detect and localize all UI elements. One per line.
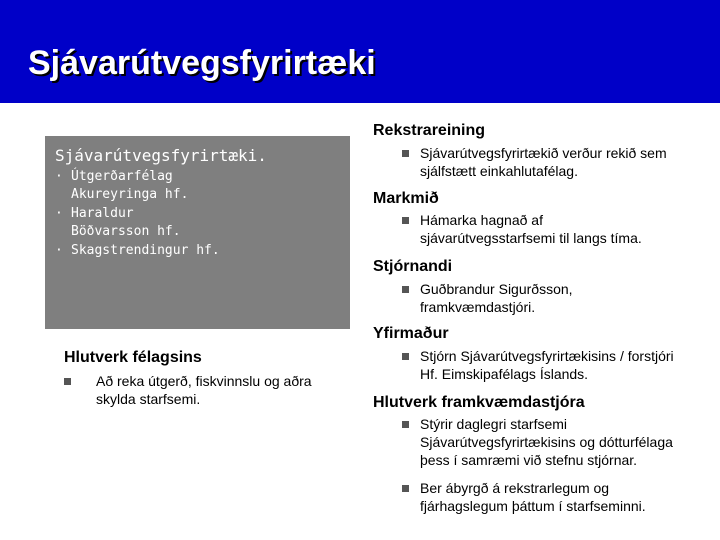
square-bullet-icon [402, 421, 409, 428]
square-bullet-icon [402, 217, 409, 224]
box-item-3: · Skagstrendingur hf. [55, 243, 220, 258]
bullet-stjornandi: Guðbrandur Sigurðsson, framkvæmdastjóri. [402, 280, 717, 320]
bullet-dot-icon: · [55, 206, 63, 221]
square-bullet-icon [402, 286, 409, 293]
left-bullet: Að reka útgerð, fiskvinnslu og aðra skylda starfsemi. [64, 372, 354, 412]
heading-hlutverk-framkvaemdastjora: Hlutverk framkvæmdastjóra [373, 394, 585, 411]
bullet-rekstrareining: Sjávarútvegsfyrirtækið verður rekið sem sjálfstætt einkahlutafélag. [402, 144, 717, 184]
bullet-yfirmadur: Stjórn Sjávarútvegsfyrirtækisins / forstjóri Hf. Eimskipafélags Íslands. [402, 347, 717, 387]
bullet-hlutverk-1: Stýrir daglegri starfsemi Sjávarútvegsfyrirtækisins og dótturfélaga þess í samræmi við stefnu stjórnar. [402, 415, 717, 473]
bullet-markmid: Hámarka hagnað af sjávarútvegsstarfsemi til langs tíma. [402, 211, 717, 251]
square-bullet-icon [64, 378, 71, 385]
bullet-dot-icon: · [55, 169, 63, 184]
bullet-dot-icon: · [55, 243, 63, 258]
square-bullet-icon [402, 353, 409, 360]
box-item-1: · Útgerðarfélag Akureyringa hf. [55, 169, 189, 202]
square-bullet-icon [402, 150, 409, 157]
box-heading: Sjávarútvegsfyrirtæki. [55, 146, 267, 165]
heading-rekstrareining: Rekstrareining [373, 122, 486, 139]
bullet-hlutverk-2: Ber ábyrgð á rekstrarlegum og fjárhagslegum þáttum í starfseminni. [402, 479, 717, 519]
company-list-box [45, 136, 350, 329]
heading-yfirmadur: Yfirmaður [373, 325, 449, 342]
heading-stjornandi: Stjórnandi [373, 258, 453, 275]
square-bullet-icon [402, 485, 409, 492]
box-item-2: · Haraldur Böðvarsson hf. [55, 206, 181, 239]
slide-title: Sjávarútvegsfyrirtæki [28, 44, 376, 82]
left-heading: Hlutverk félagsins [64, 349, 202, 366]
heading-markmid: Markmið [373, 190, 439, 207]
title-bar [0, 0, 720, 103]
